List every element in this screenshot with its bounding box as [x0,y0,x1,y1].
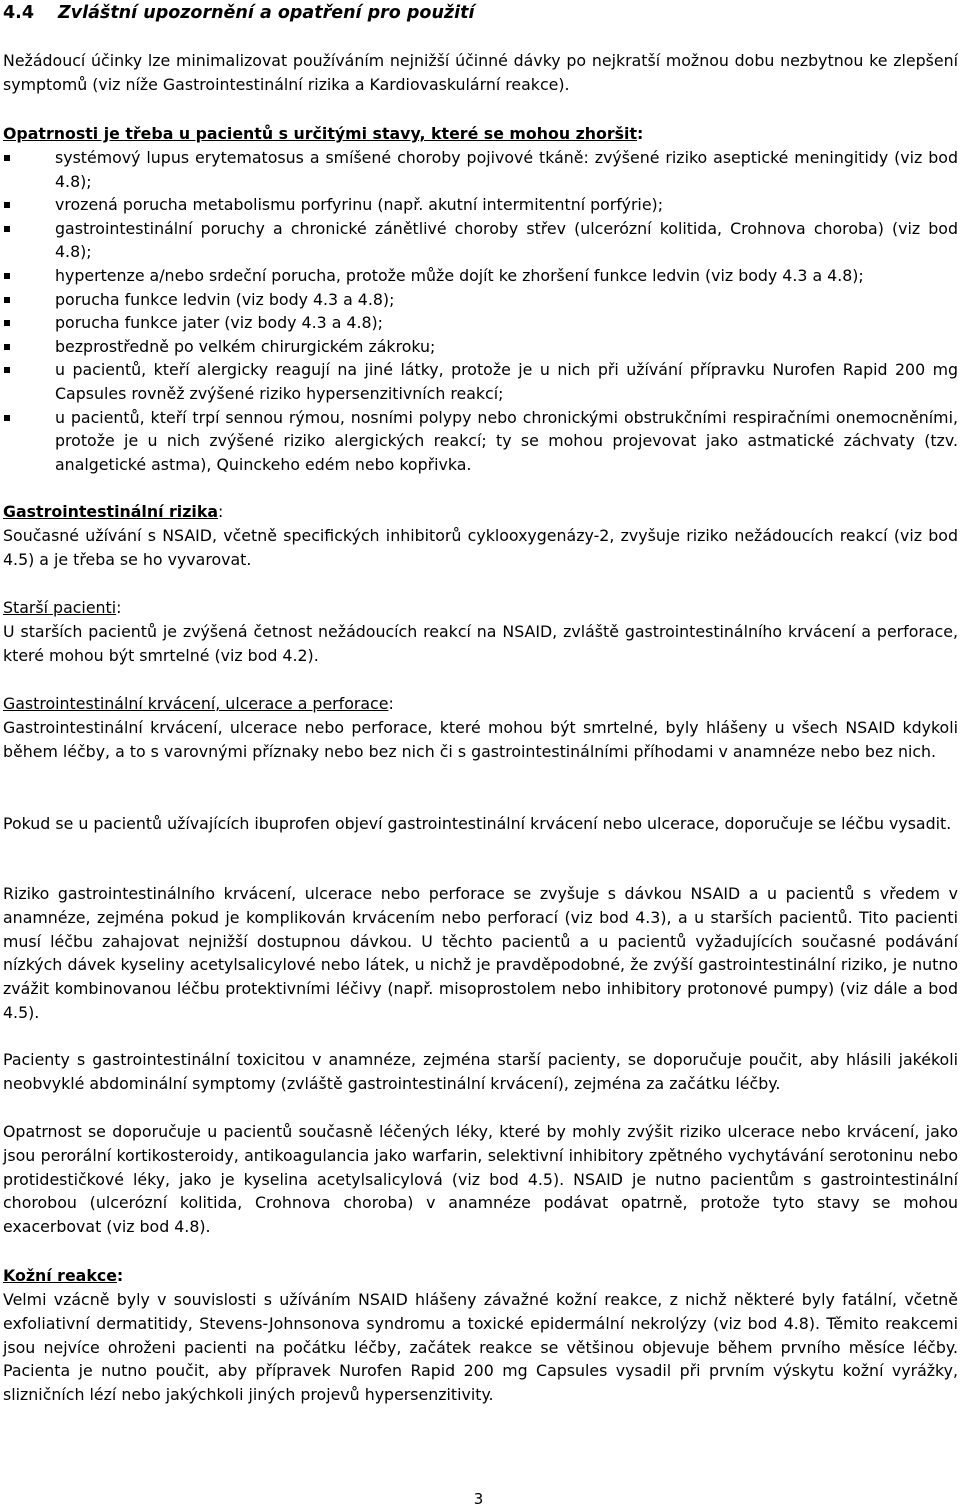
list-item [3,335,958,359]
list-item-text: gastrointestinální poruchy a chronické zánětlivé choroby střev (ulcerózní kolitida, Crohnova choroba) (viz bod 4.8); [55,218,958,262]
bullet-icon [4,297,10,303]
list-item-text: hypertenze a/nebo srdeční porucha, protože může dojít ke zhoršení funkce ledvin (viz body 4.3 a 4.8); [55,265,864,285]
gi-risks-heading-text: Gastrointestinální rizika [3,502,218,521]
list-item [3,311,958,335]
gi-bleeding-heading-suffix: : [388,694,394,713]
bullet-icon [4,202,10,208]
intro-paragraph: Nežádoucí účinky lze minimalizovat používáním nejnižší účinné dávky po nejkratší možnou dobu nezbytnou ke zlepšení symptomů (viz níže Gastrointestinální rizika a Kardiovaskulární reakce). [3,51,958,94]
elderly-heading-text: Starší pacienti [3,598,117,617]
list-item [3,358,958,405]
gi-bleeding-paragraph-5: Opatrnost se doporučuje u pacientů současně léčených léky, které by mohly zvýšit riziko ulcerace nebo krvácení, jako jsou perorální kortikosteroidy, antikoagulancia jako warfarin, selektivní inhibitory zpětného vychytávání serotoninu nebo protidestičkové léky, jako je kyselina acetylsalicylová (viz bod 4.5). NSAID je nutno pacientům s gastrointestinální chorobou (ulcerózní kolitida, Crohnova choroba) v anamnéze podávat opatrně, protože tyto stavy se mohou exacerbovat (viz bod 4.8). [3,1122,958,1237]
caution-heading-text: Opatrnosti je třeba u pacientů s určitými stavy, které se mohou zhoršit [3,124,638,143]
caution-heading-suffix: : [637,124,644,143]
bullet-icon [4,367,10,373]
list-item-text: u pacientů, kteří trpí sennou rýmou, nosními polypy nebo chronickými obstrukčními respiračními onemocněními, protože je u nich zvýšené riziko alergických reakcí; ty se mohou projevovat jako astmatické záchvaty (tzv. analgetické astma), Quinckeho edém nebo kopřivka. [55,407,958,474]
list-item-text: vrozená porucha metabolismu porfyrinu (např. akutní intermitentní porfýrie); [55,195,664,215]
bullet-icon [4,415,10,421]
bullet-icon [4,273,10,279]
bullet-icon [4,226,10,232]
elderly-heading [3,596,958,620]
gi-bleeding-heading [3,692,958,716]
list-item [3,264,958,288]
list-item [3,217,958,264]
skin-heading-suffix: : [116,1266,124,1285]
section-number: 4.4 [3,3,35,23]
list-item [3,288,958,312]
list-item-text: systémový lupus erytematosus a smíšené choroby pojivové tkáně: zvýšené riziko aseptické meningitidy (viz bod 4.8); [55,148,958,191]
gi-bleeding-paragraph-1: Gastrointestinální krvácení, ulcerace nebo perforace, které mohou být smrtelné, byly hlášeny u všech NSAID kdykoli během léčby, a to s varovnými příznaky nebo bez nich či s gastrointestinálními příhodami v anamnéze nebo bez nich. [3,718,958,761]
section-heading [3,2,474,24]
page-number: 3 [473,1490,484,1508]
list-item-text: porucha funkce ledvin (viz body 4.3 a 4.8); [55,289,395,309]
caution-heading [3,122,958,146]
list-item [3,146,958,193]
bullet-icon [4,155,10,161]
elderly-paragraph: U starších pacientů je zvýšená četnost nežádoucích reakcí na NSAID, zvláště gastrointestinálního krvácení a perforace, které mohou být smrtelné (viz bod 4.2). [3,622,958,665]
gi-bleeding-paragraph-2: Pokud se u pacientů užívajících ibuprofen objeví gastrointestinální krvácení nebo ulcerace, doporučuje se léčbu vysadit. [3,814,952,833]
gi-bleeding-heading-text: Gastrointestinální krvácení, ulcerace a perforace [3,694,389,713]
list-item-text: bezprostředně po velkém chirurgickém zákroku; [55,336,436,356]
bullet-icon [4,320,10,326]
list-item-text: u pacientů, kteří alergicky reagují na jiné látky, protože je u nich při užívání přípravku Nurofen Rapid 200 mg Capsules rovněž zvýšené riziko hypersenzitivních reakcí; [55,360,958,403]
skin-paragraph: Velmi vzácně byly v souvislosti s užíváním NSAID hlášeny závažné kožní reakce, z nichž některé byly fatální, včetně exfoliativní dermatitidy, Stevens-Johnsonova syndromu a toxické epidermální nekrolýzy (viz bod 4.8). Těmito reakcemi jsou nejvíce ohroženi pacienti na počátku léčby, začátek reakce se většinou objevuje během prvního měsíce léčby. Pacienta je nutno poučit, aby přípravek Nurofen Rapid 200 mg Capsules vysadil při prvním výskytu kožní vyrážky, slizničních lézí nebo jakýchkoli jiných projevů hypersenzitivity. [3,1290,958,1405]
caution-list [3,146,958,476]
gi-bleeding-paragraph-3: Riziko gastrointestinálního krvácení, ulcerace nebo perforace se zvyšuje s dávkou NSAID a u pacientů s vředem v anamnéze, zejména pokud je komplikován krvácením nebo perforací (viz bod 4.3), a u starších pacientů. Tito pacienti musí léčbu zahajovat nejnižší dostupnou dávkou. U těchto pacientů a u pacientů vyžadujících současné podávání nízkých dávek kyseliny acetylsalicylové nebo látek, u nichž je pravděpodobné, že zvýší gastrointestinální riziko, je nutno zvážit kombinovanou léčbu protektivními léčivy (např. misoprostolem nebo inhibitory protonové pumpy) (viz dále a bod 4.5). [3,884,958,1022]
skin-heading-text: Kožní reakce [3,1266,117,1285]
list-item [3,406,958,477]
page-footer [3,1489,958,1509]
gi-risks-heading [3,500,958,524]
elderly-heading-suffix: : [116,598,122,617]
gi-bleeding-paragraph-4: Pacienty s gastrointestinální toxicitou v anamnéze, zejména starší pacienty, se doporučuje poučit, aby hlásili jakékoli neobvyklé abdominální symptomy (zvláště gastrointestinální krvácení), zejména za začátku léčby. [3,1050,958,1093]
gi-risks-heading-suffix: : [217,502,224,521]
skin-heading [3,1264,958,1288]
section-title: Zvláštní upozornění a opatření pro použití [58,3,475,23]
gi-risks-paragraph: Současné užívání s NSAID, včetně specifických inhibitorů cyklooxygenázy-2, zvyšuje riziko nežádoucích reakcí (viz bod 4.5) a je třeba se ho vyvarovat. [3,526,958,569]
list-item [3,193,958,217]
bullet-icon [4,344,10,350]
list-item-text: porucha funkce jater (viz body 4.3 a 4.8); [55,313,384,333]
